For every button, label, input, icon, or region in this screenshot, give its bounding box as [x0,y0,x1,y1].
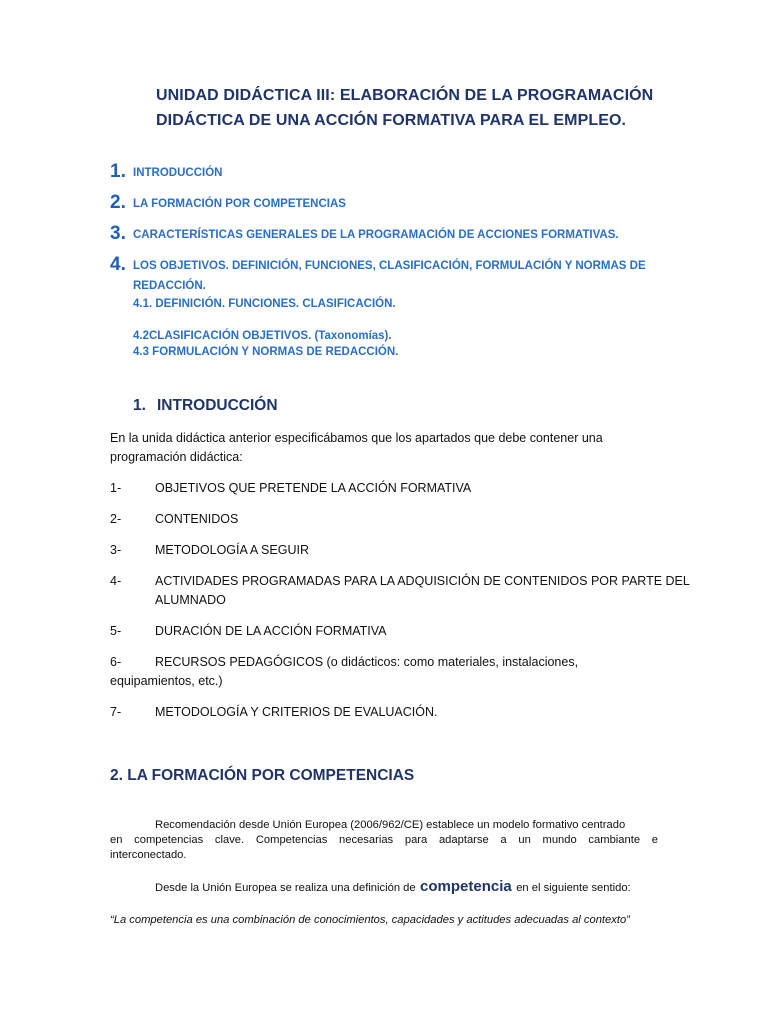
toc-subitem-4-2: 4.2CLASIFICACIÓN OBJETIVOS. (Taxonomías). [133,330,392,342]
list-item-number: 7- [110,705,122,719]
toc-item-3-label: CARACTERÍSTICAS GENERALES DE LA PROGRAMACIÓN DE ACCIONES FORMATIVAS. [133,229,619,241]
definition-intro-text-end: en el siguiente sentido: [516,882,631,894]
document-title-line-2: DIDÁCTICA DE UNA ACCIÓN FORMATIVA PARA EL EMPLEO. [156,112,627,129]
section-2-paragraph-2 [155,878,631,896]
list-item: METODOLOGÍA Y CRITERIOS DE EVALUACIÓN. [155,705,438,719]
toc-item-1-number: 1. [110,161,126,182]
list-item-continued: ALUMNADO [155,593,226,607]
section-1-number: 1. [133,397,146,414]
toc-item-4-number: 4. [110,254,126,275]
definition-intro-text: Desde la Unión Europea se realiza una definición de [155,882,416,894]
list-item-number: 1- [110,481,122,495]
toc-item-1-label: INTRODUCCIÓN [133,167,223,179]
list-item: OBJETIVOS QUE PRETENDE LA ACCIÓN FORMATIVA [155,481,472,495]
toc-item-2-label: LA FORMACIÓN POR COMPETENCIAS [133,198,346,210]
document-title-line-1: UNIDAD DIDÁCTICA III: ELABORACIÓN DE LA PROGRAMACIÓN [156,87,654,104]
list-item: ACTIVIDADES PROGRAMADAS PARA LA ADQUISICIÓN DE CONTENIDOS POR PARTE DEL [155,574,690,588]
list-item-number: 6- [110,655,122,669]
toc-item-4-label-continued: REDACCIÓN. [133,280,206,292]
list-item-number: 3- [110,543,122,557]
toc-item-3-number: 3. [110,223,126,244]
section-2-heading: 2. LA FORMACIÓN POR COMPETENCIAS [110,767,415,784]
section-2-paragraph-1-line-2: en competencias clave. Competencias necesarias para adaptarse a un mundo cambiante e [110,834,658,846]
section-1-intro-line-2: programación didáctica: [110,450,243,464]
toc-subitem-4-3: 4.3 FORMULACIÓN Y NORMAS DE REDACCIÓN. [133,346,399,358]
toc-item-4-label: LOS OBJETIVOS. DEFINICIÓN, FUNCIONES, CLASIFICACIÓN, FORMULACIÓN Y NORMAS DE [133,260,646,272]
toc-item-2-number: 2. [110,192,126,213]
section-2-paragraph-1-line-1: Recomendación desde Unión Europea (2006/962/CE) establece un modelo formativo centrado [155,819,626,831]
list-item-number: 2- [110,512,122,526]
list-item-number: 5- [110,624,122,638]
section-1-heading: INTRODUCCIÓN [157,397,278,414]
list-item-continued: equipamientos, etc.) [110,674,223,688]
section-1-intro-line-1: En la unida didáctica anterior especificábamos que los apartados que debe contener una [110,431,603,445]
list-item: METODOLOGÍA A SEGUIR [155,543,309,557]
list-item: DURACIÓN DE LA ACCIÓN FORMATIVA [155,624,387,638]
list-item: CONTENIDOS [155,512,239,526]
list-item-number: 4- [110,574,122,588]
toc-subitem-4-1: 4.1. DEFINICIÓN. FUNCIONES. CLASIFICACIÓN. [133,298,396,310]
competence-definition-quote: “La competencia es una combinación de conocimientos, capacidades y actitudes adecuadas al contexto” [110,914,630,926]
list-item: RECURSOS PEDAGÓGICOS (o didácticos: como materiales, instalaciones, [155,655,579,669]
section-2-paragraph-1-line-3: interconectado. [110,849,187,861]
competencia-keyword: competencia [420,878,512,895]
